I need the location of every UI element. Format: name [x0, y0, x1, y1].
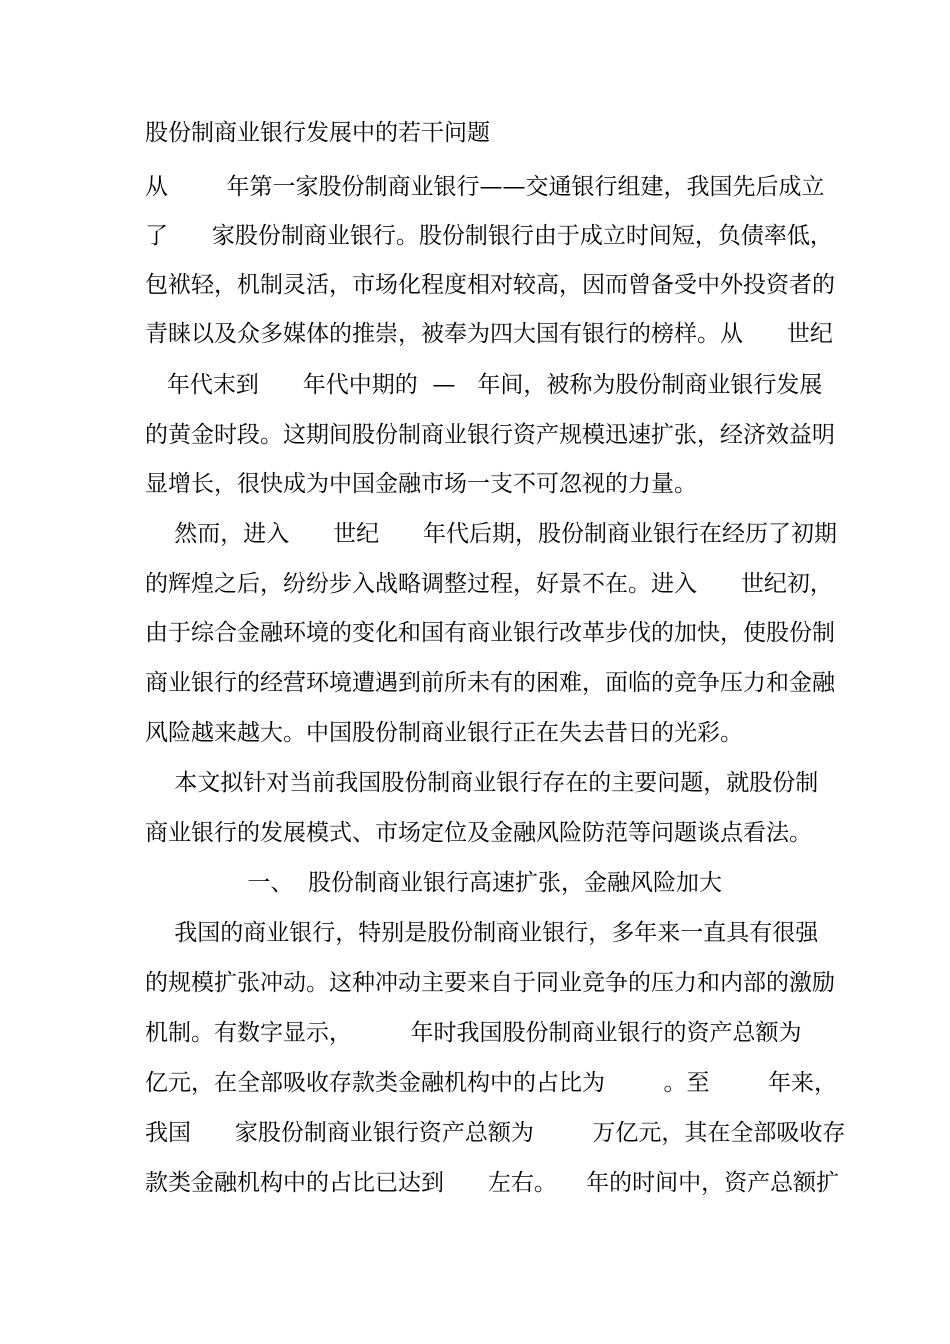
paragraph-line: 了 家股份制商业银行。股份制银行由于成立时间短，负债率低， [145, 223, 833, 249]
paragraph-line: 机制。有数字显示， 年时我国股份制商业银行的资产总额为 [145, 1020, 802, 1046]
section-heading: 一、 股份制商业银行高速扩张，金融风险加大 [145, 870, 722, 896]
paragraph-line: 年代末到 年代中期的 — 年间，被称为股份制商业银行发展 [145, 372, 823, 398]
paragraph-line: 显增长，很快成为中国金融市场一支不可忽视的力量。 [145, 471, 697, 497]
paragraph-line: 亿元，在全部吸收存款类金融机构中的占比为 。至 年来， [145, 1070, 837, 1096]
document-title: 股份制商业银行发展中的若干问题 [145, 120, 490, 146]
paragraph-line: 商业银行的经营环境遭遇到前所未有的困难，面临的竞争压力和金融 [145, 670, 835, 696]
paragraph-line: 然而，进入 世纪 年代后期，股份制商业银行在经历了初期 [145, 521, 837, 547]
paragraph-line: 的黄金时段。这期间股份制商业银行资产规模迅速扩张，经济效益明 [145, 422, 835, 448]
paragraph-line: 款类金融机构中的占比已达到 左右。 年的时间中，资产总额扩 [145, 1170, 840, 1196]
paragraph-line: 从 年第一家股份制商业银行——交通银行组建，我国先后成立 [145, 174, 825, 200]
paragraph-line: 商业银行的发展模式、市场定位及金融风险防范等问题谈点看法。 [145, 820, 812, 846]
paragraph-line: 本文拟针对当前我国股份制商业银行存在的主要问题，就股份制 [145, 770, 819, 796]
paragraph-line: 我国 家股份制商业银行资产总额为 万亿元，其在全部吸收存 [145, 1120, 846, 1146]
paragraph-line: 风险越来越大。中国股份制商业银行正在失去昔日的光彩。 [145, 720, 743, 746]
paragraph-line: 青睐以及众多媒体的推崇，被奉为四大国有银行的榜样。从 世纪 [145, 321, 833, 347]
paragraph-line: 由于综合金融环境的变化和国有商业银行改革步伐的加快，使股份制 [145, 620, 835, 646]
paragraph-line: 的规模扩张冲动。这种冲动主要来自于同业竞争的压力和内部的激励 [145, 970, 835, 996]
paragraph-line: 我国的商业银行，特别是股份制商业银行，多年来一直具有很强 [145, 920, 819, 946]
paragraph-line: 包袱轻，机制灵活，市场化程度相对较高，因而曾备受中外投资者的 [145, 272, 835, 298]
paragraph-line: 的辉煌之后，纷纷步入战略调整过程，好景不在。进入 世纪初， [145, 571, 833, 597]
